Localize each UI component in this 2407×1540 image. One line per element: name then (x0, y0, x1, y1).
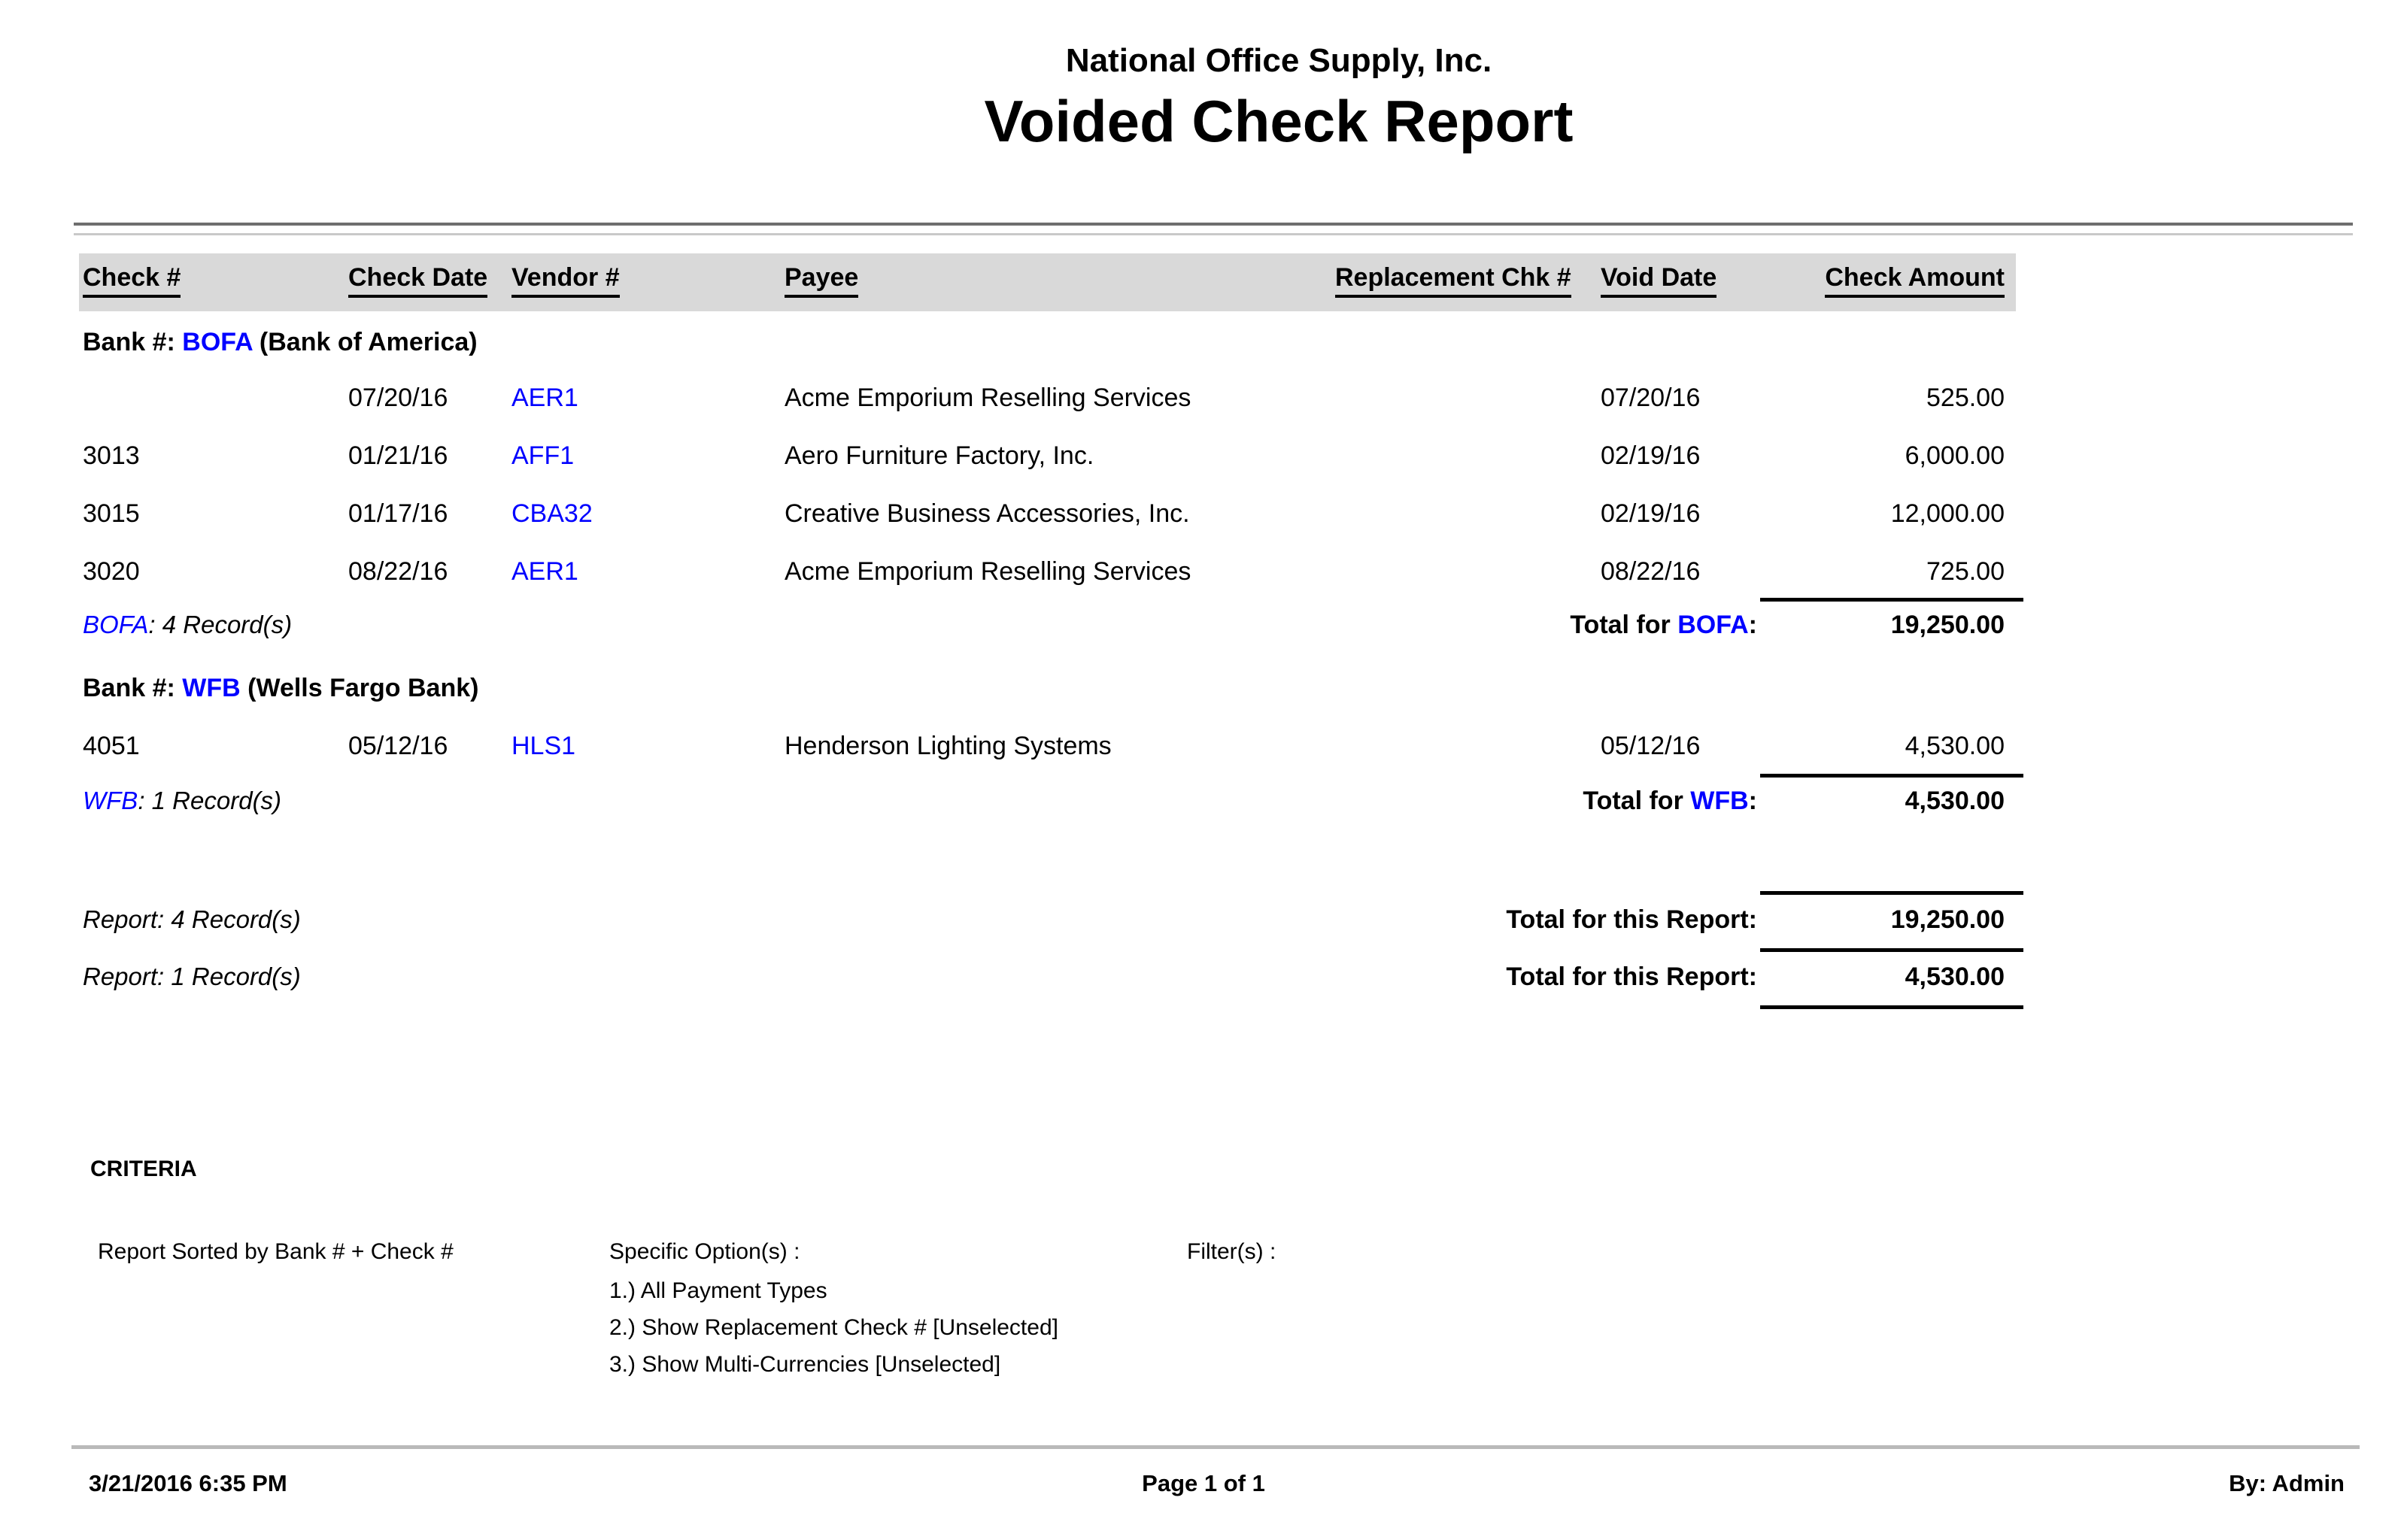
cell-void-date: 02/19/16 (1601, 499, 1701, 528)
company-name: National Office Supply, Inc. (1065, 42, 1492, 79)
cell-amount: 12,000.00 (1890, 499, 2005, 528)
bank-code-link[interactable]: BOFA (182, 328, 253, 356)
cell-payee: Acme Emporium Reselling Services (785, 383, 1191, 412)
cell-payee: Creative Business Accessories, Inc. (785, 499, 1190, 528)
total-prefix: Total for (1570, 611, 1678, 639)
cell-check-date: 05/12/16 (348, 732, 448, 760)
cell-void-date: 08/22/16 (1601, 557, 1701, 586)
footer-datetime: 3/21/2016 6:35 PM (89, 1470, 287, 1496)
bank-code: WFB (83, 787, 138, 814)
cell-check-date: 08/22/16 (348, 557, 448, 586)
bank-name: (Wells Fargo Bank) (247, 674, 479, 702)
report-total-amount: 19,250.00 (1890, 905, 2005, 934)
bank-label: Bank #: (83, 674, 175, 702)
subtotal-rule (1760, 598, 2023, 602)
cell-check-date: 01/21/16 (348, 441, 448, 470)
cell-vendor-link[interactable]: AER1 (511, 557, 578, 586)
cell-vendor-link[interactable]: CBA32 (511, 499, 593, 528)
bank-name: (Bank of America) (259, 328, 478, 356)
report-total-amount: 4,530.00 (1905, 962, 2005, 991)
report-total-label: Total for this Report: (1506, 962, 1757, 991)
record-count-text: : 4 Record(s) (148, 611, 293, 638)
criteria-option: 1.) All Payment Types (609, 1278, 827, 1303)
total-suffix: : (1748, 787, 1757, 815)
cell-check-date: 01/17/16 (348, 499, 448, 528)
cell-payee: Henderson Lighting Systems (785, 732, 1112, 760)
cell-void-date: 07/20/16 (1601, 383, 1701, 412)
bank-label: Bank #: (83, 328, 175, 356)
column-header-check-amount[interactable]: Check Amount (1825, 263, 2005, 298)
bank-total-label (1570, 611, 1757, 640)
bank-record-count (83, 787, 281, 815)
column-header-check-no[interactable]: Check # (83, 263, 181, 298)
bank-group-header (83, 674, 478, 703)
page-title: Voided Check Report (984, 88, 1574, 154)
report-total-rule (1760, 891, 2023, 895)
cell-amount: 725.00 (1926, 557, 2005, 586)
cell-payee: Acme Emporium Reselling Services (785, 557, 1191, 586)
report-record-count: Report: 4 Record(s) (83, 905, 301, 933)
criteria-option: 3.) Show Multi-Currencies [Unselected] (609, 1352, 1001, 1377)
report-total-label: Total for this Report: (1506, 905, 1757, 934)
bank-code-link[interactable]: WFB (182, 674, 241, 702)
total-prefix: Total for (1583, 787, 1691, 815)
bank-record-count (83, 611, 292, 639)
bank-total-amount: 19,250.00 (1890, 611, 2005, 639)
cell-check-date: 07/20/16 (348, 383, 448, 412)
bank-total-amount: 4,530.00 (1905, 787, 2005, 815)
column-header-void-date[interactable]: Void Date (1601, 263, 1716, 298)
report-total-rule (1760, 1005, 2023, 1009)
cell-check-no: 3015 (83, 499, 140, 528)
cell-amount: 4,530.00 (1905, 732, 2005, 760)
criteria-filters-label: Filter(s) : (1187, 1239, 1276, 1264)
subtotal-rule (1760, 774, 2023, 778)
report-record-count: Report: 1 Record(s) (83, 962, 301, 990)
cell-check-no: 3020 (83, 557, 140, 586)
criteria-option: 2.) Show Replacement Check # [Unselected] (609, 1315, 1058, 1340)
bank-total-label (1583, 787, 1757, 816)
cell-vendor-link[interactable]: AFF1 (511, 441, 575, 470)
bank-group-header (83, 328, 478, 357)
cell-amount: 525.00 (1926, 383, 2005, 412)
column-header-replacement[interactable]: Replacement Chk # (1335, 263, 1571, 298)
cell-check-no: 3013 (83, 441, 140, 470)
cell-check-no: 4051 (83, 732, 140, 760)
cell-void-date: 05/12/16 (1601, 732, 1701, 760)
cell-vendor-link[interactable]: AER1 (511, 383, 578, 412)
total-suffix: : (1748, 611, 1757, 639)
footer-divider (71, 1445, 2360, 1449)
total-bank-code: BOFA (1677, 611, 1749, 639)
total-bank-code: WFB (1690, 787, 1749, 815)
record-count-text: : 1 Record(s) (138, 787, 282, 814)
cell-amount: 6,000.00 (1905, 441, 2005, 470)
cell-vendor-link[interactable]: HLS1 (511, 732, 576, 760)
cell-void-date: 02/19/16 (1601, 441, 1701, 470)
footer-page-number: Page 1 of 1 (1142, 1470, 1265, 1496)
column-header-payee[interactable]: Payee (785, 263, 858, 298)
bank-code: BOFA (83, 611, 149, 638)
column-header-vendor-no[interactable]: Vendor # (511, 263, 620, 298)
criteria-sorted-by: Report Sorted by Bank # + Check # (98, 1239, 454, 1264)
report-total-rule (1760, 948, 2023, 952)
footer-user: By: Admin (2229, 1470, 2345, 1496)
column-header-check-date[interactable]: Check Date (348, 263, 487, 298)
title-divider-dark (74, 223, 2353, 226)
title-divider-light (74, 233, 2353, 235)
cell-payee: Aero Furniture Factory, Inc. (785, 441, 1094, 470)
criteria-options-label: Specific Option(s) : (609, 1239, 800, 1264)
criteria-heading: CRITERIA (90, 1157, 197, 1181)
